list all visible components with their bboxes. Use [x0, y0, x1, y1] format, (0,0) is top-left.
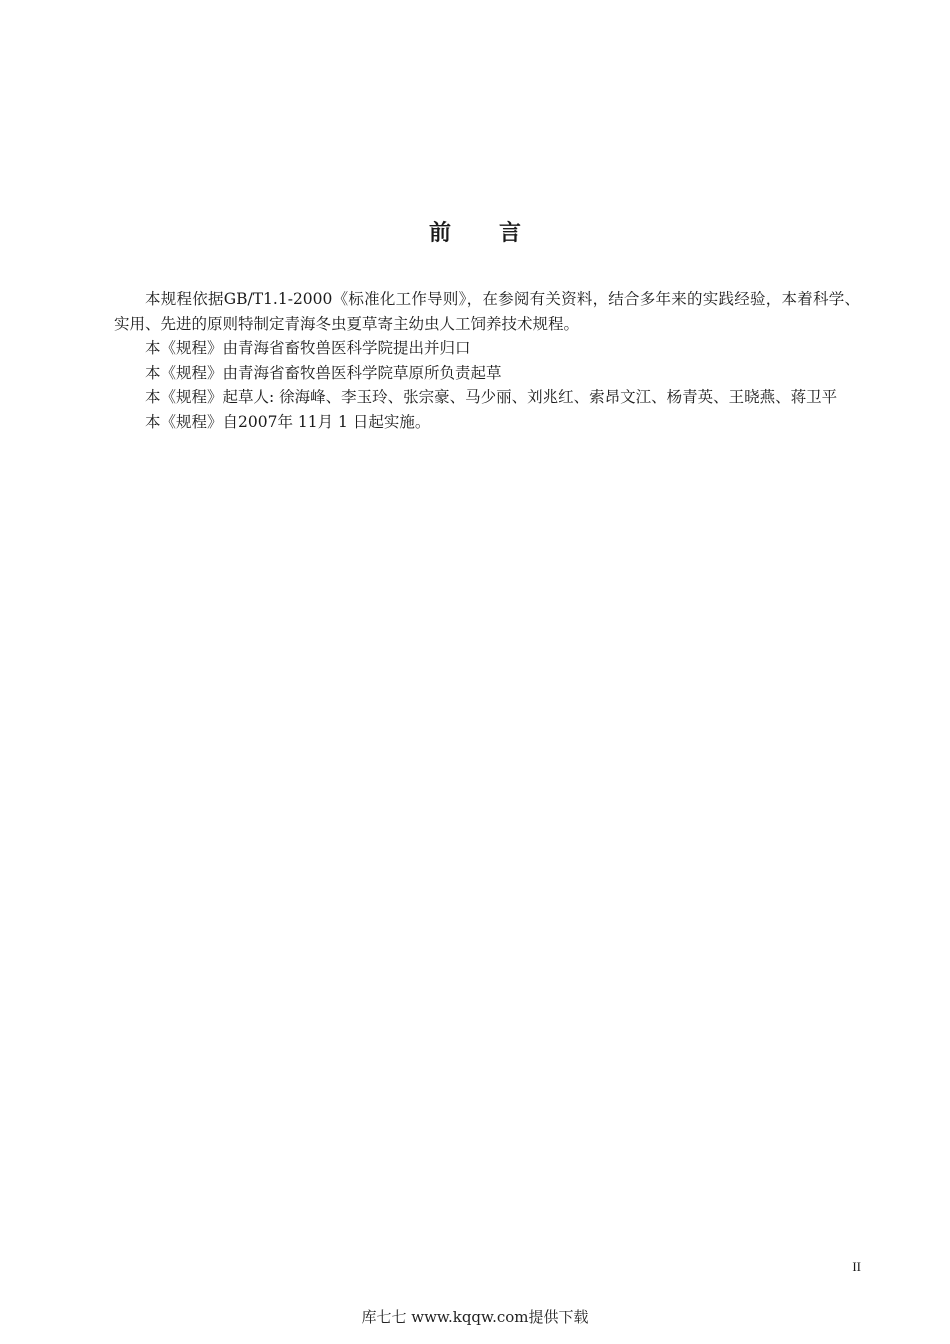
foreword-body — [114, 287, 860, 434]
paragraph-drafters: 本《规程》起草人: 徐海峰、李玉玲、张宗豪、马少丽、刘兆红、索昂文江、杨青英、王晓燕、蒋卫平 — [145, 388, 838, 406]
paragraph-proposer: 本《规程》由青海省畜牧兽医科学院提出并归口 — [145, 339, 471, 357]
download-footer: 库七七 www.kqqw.com提供下载 — [361, 1308, 589, 1326]
paragraph-effective-date: 本《规程》自2007年 11月 1 日起实施。 — [145, 412, 431, 431]
paragraph-basis: 本规程依据GB/T1.1-2000《标准化工作导则》，在参阅有关资料，结合多年来的实践经验，本着科学、实用、先进的原则特制定青海冬虫夏草寄主幼虫人工饲养技术规程。 — [114, 290, 860, 333]
page-title: 前言 — [428, 220, 569, 246]
paragraph-drafting-unit: 本《规程》由青海省畜牧兽医科学院草原所负责起草 — [145, 363, 502, 382]
page-number: II — [852, 1259, 861, 1274]
